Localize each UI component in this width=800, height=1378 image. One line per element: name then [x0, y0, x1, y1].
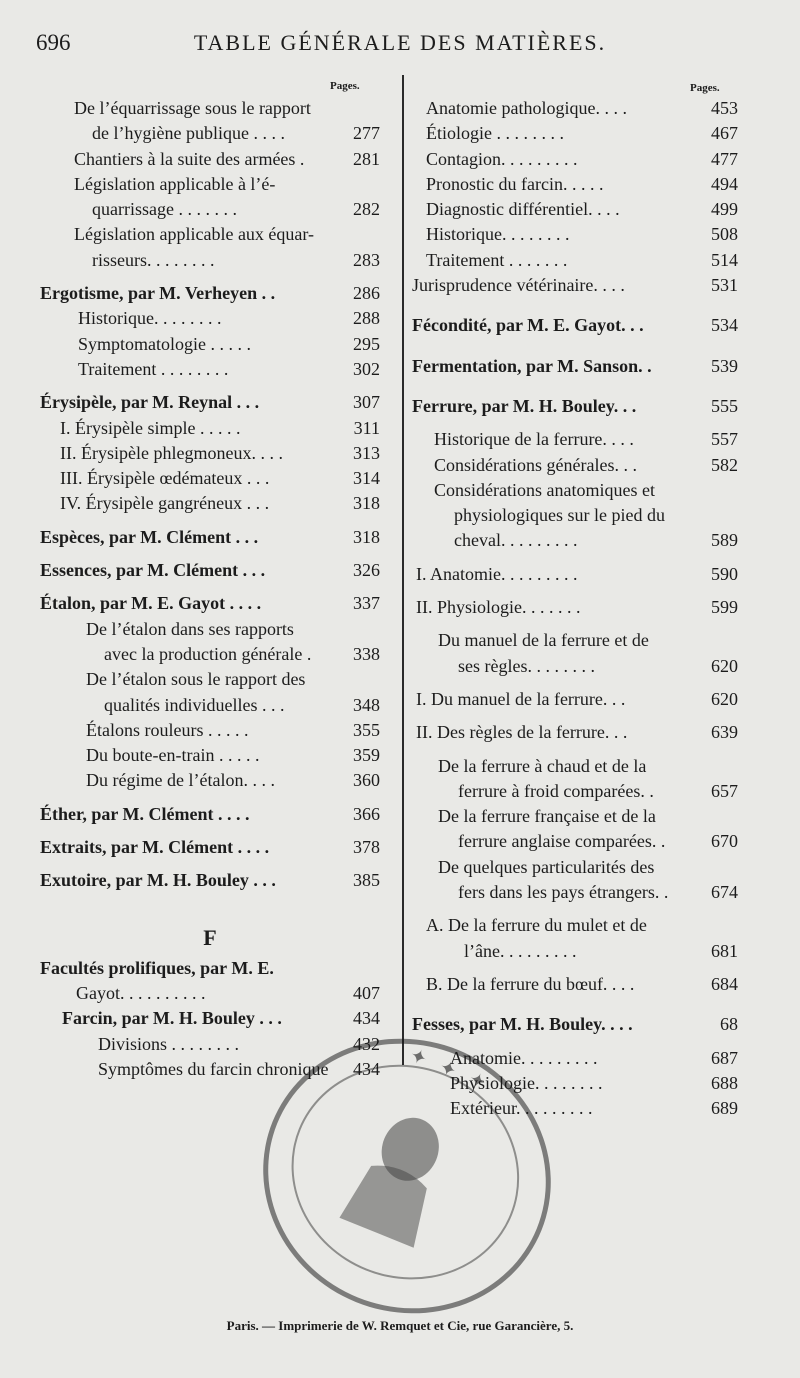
index-entry [40, 558, 380, 583]
entry-text: I. Anatomie. . . . . . . . . [416, 563, 578, 584]
entry-text: quarrissage . . . . . . . [92, 199, 237, 220]
entry-text: risseurs. . . . . . . . [92, 249, 215, 270]
entry-text: Étalons rouleurs . . . . . [86, 719, 249, 740]
entry-page-number: 432 [353, 1033, 380, 1054]
index-entry [40, 96, 380, 121]
entry-text: Extérieur. . . . . . . . . [450, 1098, 593, 1119]
entry-heading: Érysipèle, par M. Reynal . . . [40, 392, 260, 413]
entry-text: de l’hygiène publique . . . . [92, 123, 285, 144]
entry-page-number: 620 [711, 655, 738, 676]
entry-text: Législation applicable aux équar- [74, 224, 315, 245]
index-entry [40, 121, 380, 146]
entry-text: qualités individuelles . . . [104, 694, 285, 715]
index-entry [40, 416, 380, 441]
entry-page-number: 477 [711, 148, 738, 169]
entry-text: Gayot. . . . . . . . . . [76, 982, 206, 1003]
index-entry [412, 453, 738, 478]
entry-text: Divisions . . . . . . . . [98, 1033, 240, 1054]
entry-text: ferrure anglaise comparées. . [458, 831, 666, 852]
index-entry [412, 96, 738, 121]
entry-page-number: 326 [353, 560, 380, 581]
entry-page-number: 434 [353, 1058, 380, 1079]
entry-heading: Essences, par M. Clément . . . [40, 560, 266, 581]
index-entry [412, 913, 738, 938]
index-entry [412, 754, 738, 779]
index-entry [40, 1032, 380, 1057]
entry-page-number: 318 [353, 526, 380, 547]
entry-page-number: 534 [711, 315, 738, 336]
entry-page-number: 338 [353, 643, 380, 664]
index-entry [40, 390, 380, 415]
index-entry [40, 357, 380, 382]
entry-page-number: 277 [353, 123, 380, 144]
index-entry [40, 525, 380, 550]
index-entry [40, 147, 380, 172]
entry-page-number: 684 [711, 973, 738, 994]
entry-text: Contagion. . . . . . . . . [426, 148, 578, 169]
entry-page-number: 313 [353, 442, 380, 463]
entry-text: De la ferrure à chaud et de la [438, 755, 647, 776]
entry-heading: Fécondité, par M. E. Gayot. . . [412, 315, 644, 336]
entry-text: B. De la ferrure du bœuf. . . . [426, 973, 635, 994]
entry-page-number: 378 [353, 837, 380, 858]
index-entry [412, 147, 738, 172]
entry-text: Historique de la ferrure. . . . [434, 429, 634, 450]
entry-page-number: 582 [711, 454, 738, 475]
entry-text: Législation applicable à l’é- [74, 173, 276, 194]
entry-text: De l’étalon sous le rapport des [86, 669, 306, 690]
entry-text: Symptomatologie . . . . . [78, 333, 251, 354]
index-entry [40, 466, 380, 491]
entry-page-number: 531 [711, 275, 738, 296]
entry-page-number: 282 [353, 199, 380, 220]
entry-page-number: 514 [711, 249, 738, 270]
entry-page-number: 385 [353, 870, 380, 891]
entry-page-number: 311 [353, 417, 380, 438]
entry-text: De la ferrure française et de la [438, 806, 656, 827]
index-entry [412, 628, 738, 653]
entry-page-number: 557 [711, 429, 738, 450]
entry-text: De l’étalon dans ses rapports [86, 618, 294, 639]
index-entry [412, 804, 738, 829]
left-column [40, 96, 380, 1082]
index-entry [412, 503, 738, 528]
index-entry [412, 222, 738, 247]
entry-text: Physiologie. . . . . . . . [450, 1072, 603, 1093]
entry-page-number: 366 [353, 803, 380, 824]
entry-page-number: 620 [711, 688, 738, 709]
entry-page-number: 283 [353, 249, 380, 270]
entry-text: Traitement . . . . . . . [426, 249, 568, 270]
entry-heading: Éther, par M. Clément . . . . [40, 803, 250, 824]
index-entry [412, 197, 738, 222]
entry-page-number: 670 [711, 831, 738, 852]
entry-text: IV. Érysipèle gangréneux . . . [60, 493, 270, 514]
entry-heading: Fesses, par M. H. Bouley. . . . [412, 1014, 633, 1035]
index-entry [40, 642, 380, 667]
index-entry [412, 478, 738, 503]
entry-text: II. Physiologie. . . . . . . [416, 597, 581, 618]
entry-text: Historique. . . . . . . . [426, 224, 570, 245]
entry-text: Jurisprudence vétérinaire. . . . [412, 275, 625, 296]
entry-page-number: 674 [711, 882, 738, 903]
entry-text: Diagnostic différentiel. . . . [426, 199, 620, 220]
index-entry [40, 491, 380, 516]
index-entry [40, 956, 380, 981]
index-entry [40, 667, 380, 692]
entry-page-number: 689 [711, 1098, 738, 1119]
entry-page-number: 453 [711, 98, 738, 118]
entry-page-number: 467 [711, 123, 738, 144]
entry-page-number: 688 [711, 1072, 738, 1093]
index-entry [40, 248, 380, 273]
entry-page-number: 295 [353, 333, 380, 354]
entry-page-number: 337 [353, 593, 380, 614]
index-entry [40, 332, 380, 357]
entry-page-number: 589 [711, 530, 738, 551]
index-entry [40, 172, 380, 197]
index-entry [412, 1012, 738, 1037]
entry-page-number: 286 [353, 283, 380, 304]
entry-text: Étiologie . . . . . . . . [426, 123, 564, 144]
entry-page-number: 499 [711, 199, 738, 220]
pages-label-left: Pages. [330, 80, 360, 92]
entry-text: cheval. . . . . . . . . [454, 530, 578, 551]
entry-text: II. Érysipèle phlegmoneux. . . . [60, 442, 283, 463]
index-entry [412, 880, 738, 905]
index-entry [412, 855, 738, 880]
entry-text: II. Des règles de la ferrure. . . [416, 722, 628, 743]
stamp-lettering: ✦ ✦ ✦ [406, 1042, 494, 1097]
entry-page-number: 348 [353, 694, 380, 715]
index-entry [40, 768, 380, 793]
pages-label-right: Pages. [690, 82, 720, 94]
index-entry [40, 591, 380, 616]
index-entry [412, 121, 738, 146]
entry-page-number: 434 [353, 1008, 380, 1029]
right-column [412, 96, 738, 1121]
index-entry [412, 687, 738, 712]
entry-text: physiologiques sur le pied du [454, 505, 665, 526]
page-number: 696 [36, 30, 71, 55]
entry-text: ferrure à froid comparées. . [458, 780, 654, 801]
index-entry [412, 829, 738, 854]
entry-text: Anatomie. . . . . . . . . [450, 1047, 598, 1068]
entry-text: l’âne. . . . . . . . . [464, 940, 577, 961]
index-entry [412, 354, 738, 379]
index-entry [412, 720, 738, 745]
index-entry [412, 313, 738, 338]
entry-text: Du manuel de la ferrure et de [438, 630, 649, 651]
index-entry [40, 835, 380, 860]
index-entry [412, 654, 738, 679]
index-entry [412, 273, 738, 298]
column-divider [402, 75, 404, 1065]
index-entry [40, 306, 380, 331]
index-entry [40, 868, 380, 893]
entry-heading: Espèces, par M. Clément . . . [40, 526, 259, 547]
entry-text: fers dans les pays étrangers. . [458, 882, 669, 903]
entry-heading: Ergotisme, par M. Verheyen . . [40, 283, 276, 304]
index-entry [40, 222, 380, 247]
entry-page-number: 555 [711, 395, 738, 416]
index-entry [412, 972, 738, 997]
entry-text: III. Érysipèle œdémateux . . . [60, 468, 270, 489]
entry-page-number: 681 [711, 940, 738, 961]
index-entry [412, 172, 738, 197]
entry-text: Pronostic du farcin. . . . . [426, 173, 604, 194]
entry-heading: Exutoire, par M. H. Bouley . . . [40, 870, 276, 891]
entry-page-number: 360 [353, 770, 380, 791]
entry-text: Anatomie pathologique. . . . [426, 98, 627, 118]
index-entry [40, 802, 380, 827]
entry-text: De quelques particularités des [438, 856, 655, 877]
index-entry [412, 779, 738, 804]
entry-page-number: 68 [720, 1014, 738, 1035]
entry-page-number: 687 [711, 1047, 738, 1068]
entry-page-number: 407 [353, 982, 380, 1003]
entry-text: Historique. . . . . . . . [78, 308, 222, 329]
entry-text: Considérations anatomiques et [434, 479, 655, 500]
index-entry [40, 981, 380, 1006]
entry-text: Considérations générales. . . [434, 454, 637, 475]
entry-page-number: 281 [353, 148, 380, 169]
entry-page-number: 314 [353, 468, 380, 489]
entry-page-number: 657 [711, 780, 738, 801]
entry-text: Traitement . . . . . . . . [78, 358, 229, 379]
index-entry [40, 197, 380, 222]
entry-text: Symptômes du farcin chronique [98, 1058, 329, 1079]
running-head: TABLE GÉNÉRALE DES MATIÈRES. [193, 30, 607, 55]
printer-footer: Paris. — Imprimerie de W. Remquet et Cie, rue Garancière, 5. [226, 1318, 574, 1333]
index-entry [40, 743, 380, 768]
entry-page-number: 288 [353, 308, 380, 329]
entry-page-number: 639 [711, 722, 738, 743]
section-letter: F [203, 924, 217, 950]
entry-text: I. Érysipèle simple . . . . . [60, 417, 241, 438]
entry-text: ses règles. . . . . . . . [458, 655, 595, 676]
index-entry [412, 528, 738, 553]
entry-heading: Extraits, par M. Clément . . . . [40, 837, 270, 858]
entry-page-number: 539 [711, 355, 738, 376]
entry-text: A. De la ferrure du mulet et de [426, 915, 647, 936]
entry-page-number: 508 [711, 224, 738, 245]
entry-heading: Farcin, par M. H. Bouley . . . [62, 1008, 282, 1029]
entry-text: I. Du manuel de la ferrure. . . [416, 688, 626, 709]
entry-page-number: 599 [711, 597, 738, 618]
entry-text: Du boute-en-train . . . . . [86, 745, 260, 766]
entry-heading: Fermentation, par M. Sanson. . [412, 355, 652, 376]
index-entry [412, 427, 738, 452]
entry-heading: Ferrure, par M. H. Bouley. . . [412, 395, 637, 416]
index-entry [40, 718, 380, 743]
entry-page-number: 307 [353, 392, 380, 413]
index-entry [412, 939, 738, 964]
entry-text: avec la production générale . [104, 643, 312, 664]
entry-page-number: 590 [711, 563, 738, 584]
index-entry [412, 394, 738, 419]
entry-heading: Étalon, par M. E. Gayot . . . . [40, 593, 262, 614]
entry-heading: Facultés prolifiques, par M. E. [40, 957, 274, 978]
entry-page-number: 359 [353, 745, 380, 766]
entry-page-number: 318 [353, 493, 380, 514]
entry-text: Chantiers à la suite des armées . [74, 148, 305, 169]
entry-text: Du régime de l’étalon. . . . [86, 770, 275, 791]
index-entry [412, 248, 738, 273]
index-entry [40, 441, 380, 466]
entry-page-number: 494 [711, 173, 738, 194]
entry-page-number: 355 [353, 719, 380, 740]
entry-page-number: 302 [353, 358, 380, 379]
index-entry [40, 693, 380, 718]
index-entry [412, 562, 738, 587]
index-entry [40, 617, 380, 642]
index-entry [40, 281, 380, 306]
entry-text: De l’équarrissage sous le rapport [74, 98, 311, 118]
index-entry [412, 595, 738, 620]
